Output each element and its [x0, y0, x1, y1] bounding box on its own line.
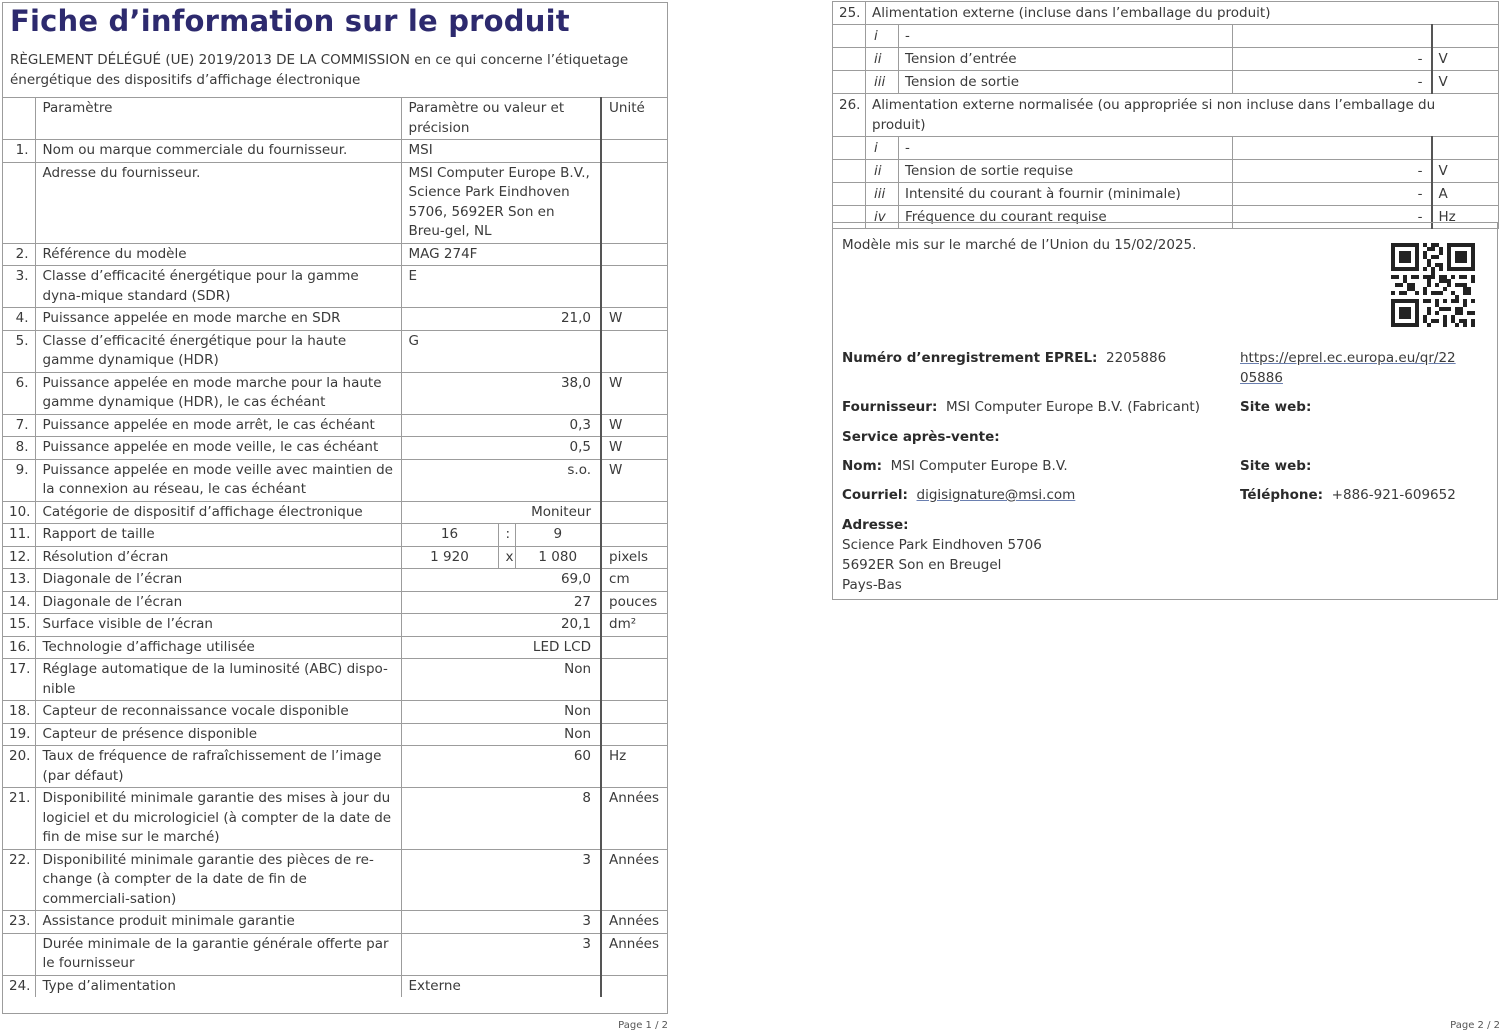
row-label: Capteur de reconnaissance vocale disponible: [35, 701, 401, 724]
row-number: 15.: [2, 614, 35, 637]
email-label: Courriel:: [842, 487, 908, 503]
row-number: 5.: [2, 330, 35, 372]
row-roman: i: [866, 25, 899, 48]
row-unit: V: [1432, 71, 1499, 94]
table-row: [2, 437, 668, 460]
row-number: 14.: [2, 591, 35, 614]
row-value: 0,5: [401, 437, 601, 460]
row-unit: [601, 636, 668, 659]
row-label: Fréquence du courant requise: [899, 206, 1233, 229]
row-unit: Hz: [601, 746, 668, 788]
row-number: 7.: [2, 414, 35, 437]
row-label: Disponibilité minimale garantie des pièces de re-change (à compter de la date de fin de commerciali-sation): [35, 849, 401, 911]
row-value-a: 16: [401, 524, 498, 547]
row-spacer: [833, 137, 866, 160]
row-number: 11.: [2, 524, 35, 547]
row-number: 3.: [2, 266, 35, 308]
row-label: Capteur de présence disponible: [35, 723, 401, 746]
row-number: 19.: [2, 723, 35, 746]
table-row: [2, 414, 668, 437]
row-value: Non: [401, 701, 601, 724]
row-value-separator: :: [498, 524, 515, 547]
table-row: [2, 266, 668, 308]
row-value: MSI Computer Europe B.V., Science Park Eindhoven 5706, 5692ER Son en Breu-gel, NL: [401, 162, 601, 243]
row-roman: iii: [866, 183, 899, 206]
page-footer-1: Page 1 / 2: [618, 1020, 668, 1031]
website-line-1: [1240, 397, 1311, 417]
row-label: Puissance appelée en mode marche en SDR: [35, 308, 401, 331]
phone-value: +886-921-609652: [1331, 487, 1456, 503]
address-line-3: Pays-Bas: [842, 577, 902, 593]
address-line-2: 5692ER Son en Breugel: [842, 557, 1002, 573]
row-unit: pouces: [601, 591, 668, 614]
row-value: [1233, 137, 1432, 160]
row-unit: Années: [601, 911, 668, 934]
row-unit: [601, 975, 668, 997]
table-row: [2, 501, 668, 524]
phone-line: [1240, 485, 1456, 505]
table-row: [2, 659, 668, 701]
row-number: 24.: [2, 975, 35, 997]
row-unit: [601, 501, 668, 524]
row-unit: cm: [601, 569, 668, 592]
row-number: 23.: [2, 911, 35, 934]
table-row: [2, 788, 668, 850]
row-unit: [601, 140, 668, 163]
row-value-b: 9: [515, 524, 601, 547]
eprel-label: Numéro d’enregistrement EPREL:: [842, 350, 1098, 366]
row-number: 9.: [2, 459, 35, 501]
qr-code-icon[interactable]: [1391, 243, 1475, 327]
row-value: 21,0: [401, 308, 601, 331]
row-label: Tension de sortie: [899, 71, 1233, 94]
row-value: MAG 274F: [401, 243, 601, 266]
table-row: [2, 723, 668, 746]
row-value: -: [1233, 48, 1432, 71]
row-number: 21.: [2, 788, 35, 850]
website-label-1: Site web:: [1240, 399, 1312, 415]
power-supply-table: [832, 1, 1499, 229]
row-label: Réglage automatique de la luminosité (ABC) dispo-nible: [35, 659, 401, 701]
page-title: Fiche d’information sur le produit: [10, 4, 570, 38]
table-row: [2, 162, 668, 243]
row-unit: [601, 701, 668, 724]
row-unit: W: [601, 372, 668, 414]
row-number: 22.: [2, 849, 35, 911]
row-label: Type d’alimentation: [35, 975, 401, 997]
row-value: E: [401, 266, 601, 308]
row-spacer: [833, 183, 866, 206]
row-spacer: [833, 48, 866, 71]
row-label: Assistance produit minimale garantie: [35, 911, 401, 934]
row-number: 8.: [2, 437, 35, 460]
supplier-value: MSI Computer Europe B.V. (Fabricant): [945, 399, 1200, 415]
row-label: -: [899, 25, 1233, 48]
table-row: [833, 25, 1499, 48]
row-label: Diagonale de l’écran: [35, 591, 401, 614]
page-footer-2: Page 2 / 2: [1450, 1020, 1500, 1031]
table-row: [2, 591, 668, 614]
table-row: [833, 71, 1499, 94]
row-number: 6.: [2, 372, 35, 414]
row-value: Externe: [401, 975, 601, 997]
row-label: Référence du modèle: [35, 243, 401, 266]
table-row: [2, 372, 668, 414]
section-header-row: [833, 94, 1499, 137]
row-value: 0,3: [401, 414, 601, 437]
table-row: [2, 546, 668, 569]
row-label: Adresse du fournisseur.: [35, 162, 401, 243]
row-unit: pixels: [601, 546, 668, 569]
row-label: Tension de sortie requise: [899, 160, 1233, 183]
header-unit: Unité: [601, 98, 668, 140]
row-number: [2, 933, 35, 975]
table-row: [2, 569, 668, 592]
row-roman: iv: [866, 206, 899, 229]
row-label: Durée minimale de la garantie générale offerte par le fournisseur: [35, 933, 401, 975]
row-unit: V: [1432, 48, 1499, 71]
table-row: [2, 636, 668, 659]
row-value-a: 1 920: [401, 546, 498, 569]
row-unit: Hz: [1432, 206, 1499, 229]
email-line: [842, 485, 1075, 505]
row-value: -: [1233, 206, 1432, 229]
product-info-table: [2, 97, 668, 997]
table-row: [2, 614, 668, 637]
header-param: Paramètre: [35, 98, 401, 140]
name-value: MSI Computer Europe B.V.: [890, 458, 1068, 474]
row-unit: Années: [601, 849, 668, 911]
row-label: Puissance appelée en mode veille, le cas échéant: [35, 437, 401, 460]
page-2: [832, 0, 1500, 1035]
row-value-separator: x: [498, 546, 515, 569]
supplier-line: [842, 397, 1200, 417]
table-row: [833, 137, 1499, 160]
row-unit: Années: [601, 933, 668, 975]
table-row: [2, 701, 668, 724]
row-value: -: [1233, 71, 1432, 94]
name-label: Nom:: [842, 458, 883, 474]
website-label-2: Site web:: [1240, 458, 1312, 474]
eprel-link[interactable]: [1240, 348, 1456, 388]
supplier-info-box: [832, 222, 1498, 600]
row-value: -: [1233, 160, 1432, 183]
address-line-1: Science Park Eindhoven 5706: [842, 537, 1042, 553]
table-row: [2, 975, 668, 997]
table-row: [2, 911, 668, 934]
row-number: 20.: [2, 746, 35, 788]
row-value: 38,0: [401, 372, 601, 414]
row-number: 16.: [2, 636, 35, 659]
page-1: [0, 0, 670, 1035]
row-unit: [601, 330, 668, 372]
address-label: Adresse:: [842, 517, 909, 533]
eprel-number: [842, 348, 1166, 368]
row-unit: Années: [601, 788, 668, 850]
row-value-b: 1 080: [515, 546, 601, 569]
table-row: [833, 48, 1499, 71]
email-link[interactable]: digisignature@msi.com: [916, 487, 1076, 503]
row-roman: ii: [866, 48, 899, 71]
row-number: 13.: [2, 569, 35, 592]
row-value: 27: [401, 591, 601, 614]
row-label: Puissance appelée en mode marche pour la haute gamme dynamique (HDR), le cas échéant: [35, 372, 401, 414]
row-value: G: [401, 330, 601, 372]
row-unit: [601, 723, 668, 746]
section-title: Alimentation externe (incluse dans l’emballage du produit): [866, 2, 1499, 25]
row-unit: [601, 243, 668, 266]
row-label: Résolution d’écran: [35, 546, 401, 569]
supplier-label: Fournisseur:: [842, 399, 938, 415]
row-value: 3: [401, 849, 601, 911]
row-unit: V: [1432, 160, 1499, 183]
table-row: [2, 140, 668, 163]
row-label: Puissance appelée en mode arrêt, le cas échéant: [35, 414, 401, 437]
row-label: Nom ou marque commerciale du fournisseur.: [35, 140, 401, 163]
table-row: [833, 160, 1499, 183]
service-name-line: [842, 456, 1068, 476]
row-roman: i: [866, 137, 899, 160]
row-number: [2, 162, 35, 243]
row-label: Catégorie de dispositif d’affichage électronique: [35, 501, 401, 524]
service-heading: Service après-vente:: [842, 429, 1000, 445]
row-label: Technologie d’affichage utilisée: [35, 636, 401, 659]
table-row: [2, 308, 668, 331]
table-row: [2, 933, 668, 975]
row-number: 2.: [2, 243, 35, 266]
row-number: 1.: [2, 140, 35, 163]
row-label: Taux de fréquence de rafraîchissement de l’image (par défaut): [35, 746, 401, 788]
row-unit: W: [601, 308, 668, 331]
page-subtitle: RÈGLEMENT DÉLÉGUÉ (UE) 2019/2013 DE LA COMMISSION en ce qui concerne l’étiquetage énergétique des dispositifs d’affichage électronique: [10, 52, 629, 88]
row-unit: [601, 266, 668, 308]
row-unit: W: [601, 437, 668, 460]
row-label: Intensité du courant à fournir (minimale): [899, 183, 1233, 206]
row-value: -: [1233, 183, 1432, 206]
row-label: Diagonale de l’écran: [35, 569, 401, 592]
row-value: Moniteur: [401, 501, 601, 524]
row-value: 20,1: [401, 614, 601, 637]
row-label: Classe d’efficacité énergétique pour la gamme dyna-mique standard (SDR): [35, 266, 401, 308]
row-unit: [601, 659, 668, 701]
row-value: 60: [401, 746, 601, 788]
row-value: 3: [401, 933, 601, 975]
row-unit: W: [601, 459, 668, 501]
phone-label: Téléphone:: [1240, 487, 1324, 503]
row-value: s.o.: [401, 459, 601, 501]
row-unit: A: [1432, 183, 1499, 206]
row-value: 69,0: [401, 569, 601, 592]
row-value: MSI: [401, 140, 601, 163]
row-spacer: [833, 71, 866, 94]
row-label: Classe d’efficacité énergétique pour la haute gamme dynamique (HDR): [35, 330, 401, 372]
row-label: Tension d’entrée: [899, 48, 1233, 71]
row-value: LED LCD: [401, 636, 601, 659]
table-row: [2, 849, 668, 911]
market-date: Modèle mis sur le marché de l’Union du 15/02/2025.: [842, 237, 1197, 253]
row-label: Disponibilité minimale garantie des mises à jour du logiciel et du micrologiciel (à compter de la date de fin de mise sur le marché): [35, 788, 401, 850]
table-header-row: [2, 98, 668, 140]
row-spacer: [833, 160, 866, 183]
table-row: [2, 524, 668, 547]
row-unit: [1432, 137, 1499, 160]
row-unit: [601, 162, 668, 243]
row-roman: iii: [866, 71, 899, 94]
section-number: 25.: [833, 2, 866, 25]
row-value: Non: [401, 659, 601, 701]
table-row: [2, 746, 668, 788]
row-unit: W: [601, 414, 668, 437]
row-number: 17.: [2, 659, 35, 701]
table-row: [2, 330, 668, 372]
row-unit: dm²: [601, 614, 668, 637]
row-number: 10.: [2, 501, 35, 524]
address-block: [842, 515, 1042, 595]
table-row: [2, 243, 668, 266]
row-unit: [601, 524, 668, 547]
header-value: Paramètre ou valeur et précision: [401, 98, 601, 140]
row-label: Surface visible de l’écran: [35, 614, 401, 637]
section-title: Alimentation externe normalisée (ou appropriée si non incluse dans l’emballage du produit): [866, 94, 1499, 137]
eprel-link-line1[interactable]: https://eprel.ec.europa.eu/qr/22: [1240, 350, 1456, 366]
table-row: [833, 183, 1499, 206]
row-value: [1233, 25, 1432, 48]
row-number: 18.: [2, 701, 35, 724]
row-roman: ii: [866, 160, 899, 183]
section-number: 26.: [833, 94, 866, 137]
table-row: [2, 459, 668, 501]
row-value: Non: [401, 723, 601, 746]
website-line-2: [1240, 456, 1311, 476]
row-unit: [1432, 25, 1499, 48]
row-value: 8: [401, 788, 601, 850]
eprel-value: 2205886: [1106, 350, 1167, 366]
row-number: 4.: [2, 308, 35, 331]
row-value: 3: [401, 911, 601, 934]
eprel-link-line2[interactable]: 05886: [1240, 370, 1283, 386]
row-label: -: [899, 137, 1233, 160]
section-header-row: [833, 2, 1499, 25]
row-spacer: [833, 25, 866, 48]
row-label: Puissance appelée en mode veille avec maintien de la connexion au réseau, le cas échéant: [35, 459, 401, 501]
row-label: Rapport de taille: [35, 524, 401, 547]
row-number: 12.: [2, 546, 35, 569]
